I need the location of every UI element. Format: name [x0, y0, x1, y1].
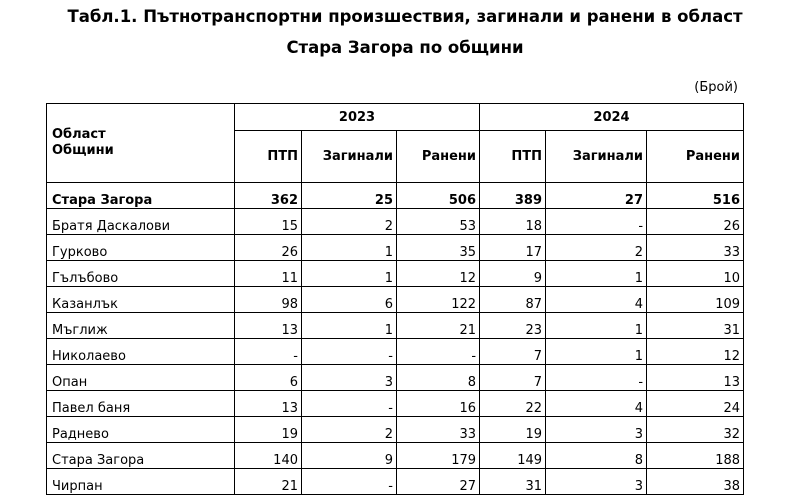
accidents-table: [46, 103, 744, 495]
corner-header-line-2: Общини: [52, 143, 114, 158]
table-cell: 13: [235, 313, 302, 339]
table-cell: 4: [546, 287, 647, 313]
table-cell: 21: [397, 313, 480, 339]
table-cell: -: [546, 365, 647, 391]
table-cell: 179: [397, 443, 480, 469]
table-cell: 1: [302, 235, 397, 261]
municipality-name: Павел баня: [47, 391, 235, 417]
table-cell: 12: [397, 261, 480, 287]
table-cell: 122: [397, 287, 480, 313]
table-cell: 35: [397, 235, 480, 261]
table-cell: 11: [235, 261, 302, 287]
table-row: [47, 209, 744, 235]
table-cell: 10: [647, 261, 744, 287]
table-cell: 87: [480, 287, 546, 313]
table-cell: 98: [235, 287, 302, 313]
column-header: Загинали: [546, 131, 647, 183]
table-cell: 27: [397, 469, 480, 495]
table-cell: 1: [546, 313, 647, 339]
table-cell: 1: [302, 313, 397, 339]
unit-label: (Брой): [694, 80, 738, 95]
table-cell: 31: [480, 469, 546, 495]
table-title-line-2: Стара Загора по общини: [286, 38, 524, 57]
table-cell: 3: [302, 365, 397, 391]
municipality-name: Опан: [47, 365, 235, 391]
table-cell: 32: [647, 417, 744, 443]
corner-header-line-1: Област: [52, 127, 106, 142]
table-cell: 3: [546, 417, 647, 443]
table-cell: 19: [235, 417, 302, 443]
table-cell: 9: [480, 261, 546, 287]
municipality-name: Братя Даскалови: [47, 209, 235, 235]
table-cell: -: [302, 339, 397, 365]
table-cell: -: [302, 469, 397, 495]
table-cell: 13: [235, 391, 302, 417]
table-cell: -: [397, 339, 480, 365]
table-cell: 8: [397, 365, 480, 391]
column-header: ПТП: [480, 131, 546, 183]
table-cell: 25: [302, 183, 397, 209]
table-cell: 9: [302, 443, 397, 469]
municipality-name: Казанлък: [47, 287, 235, 313]
table-cell: 16: [397, 391, 480, 417]
table-cell: 4: [546, 391, 647, 417]
year-header-2023: 2023: [235, 104, 480, 131]
table-cell: -: [546, 209, 647, 235]
table-cell: 13: [647, 365, 744, 391]
table-cell: 33: [397, 417, 480, 443]
table-row: [47, 235, 744, 261]
table-cell: 6: [235, 365, 302, 391]
table-cell: 26: [235, 235, 302, 261]
table-cell: 7: [480, 365, 546, 391]
column-header: ПТП: [235, 131, 302, 183]
municipality-name: Гурково: [47, 235, 235, 261]
table-cell: 15: [235, 209, 302, 235]
table-title-line-1: Табл.1. Пътнотранспортни произшествия, загинали и ранени в област: [67, 7, 743, 26]
municipality-name: Стара Загора: [47, 183, 235, 209]
table-cell: 516: [647, 183, 744, 209]
column-header: Ранени: [397, 131, 480, 183]
table-total-row: [47, 183, 744, 209]
municipality-name: Стара Загора: [47, 443, 235, 469]
table-cell: -: [235, 339, 302, 365]
column-header: Ранени: [647, 131, 744, 183]
municipality-name: Раднево: [47, 417, 235, 443]
municipality-name: Николаево: [47, 339, 235, 365]
table-cell: 362: [235, 183, 302, 209]
table-cell: 8: [546, 443, 647, 469]
table-row: [47, 391, 744, 417]
column-header: Загинали: [302, 131, 397, 183]
table-cell: 23: [480, 313, 546, 339]
table-cell: 140: [235, 443, 302, 469]
table-cell: 53: [397, 209, 480, 235]
table-row: [47, 417, 744, 443]
table-cell: 109: [647, 287, 744, 313]
table-row: [47, 261, 744, 287]
table-cell: 2: [546, 235, 647, 261]
table-cell: 1: [302, 261, 397, 287]
table-cell: 1: [546, 261, 647, 287]
table-row: [47, 469, 744, 495]
table-cell: 19: [480, 417, 546, 443]
table-row: [47, 339, 744, 365]
table-cell: 26: [647, 209, 744, 235]
municipality-name: Мъглиж: [47, 313, 235, 339]
table-cell: 17: [480, 235, 546, 261]
table-cell: 3: [546, 469, 647, 495]
table-cell: 24: [647, 391, 744, 417]
table-row: [47, 313, 744, 339]
table-cell: 18: [480, 209, 546, 235]
table-cell: 188: [647, 443, 744, 469]
table-cell: 21: [235, 469, 302, 495]
table-row: [47, 365, 744, 391]
table-cell: 7: [480, 339, 546, 365]
year-header-2024: 2024: [480, 104, 744, 131]
municipality-name: Гълъбово: [47, 261, 235, 287]
table-cell: 6: [302, 287, 397, 313]
table-cell: 149: [480, 443, 546, 469]
table-cell: 33: [647, 235, 744, 261]
table-cell: 27: [546, 183, 647, 209]
table-cell: 506: [397, 183, 480, 209]
table-cell: -: [302, 391, 397, 417]
table-cell: 12: [647, 339, 744, 365]
table-cell: 22: [480, 391, 546, 417]
table-cell: 1: [546, 339, 647, 365]
table-cell: 38: [647, 469, 744, 495]
table-row: [47, 443, 744, 469]
table-row: [47, 287, 744, 313]
table-cell: 2: [302, 209, 397, 235]
table-cell: 31: [647, 313, 744, 339]
corner-header: [47, 104, 235, 183]
table-cell: 389: [480, 183, 546, 209]
table-cell: 2: [302, 417, 397, 443]
municipality-name: Чирпан: [47, 469, 235, 495]
